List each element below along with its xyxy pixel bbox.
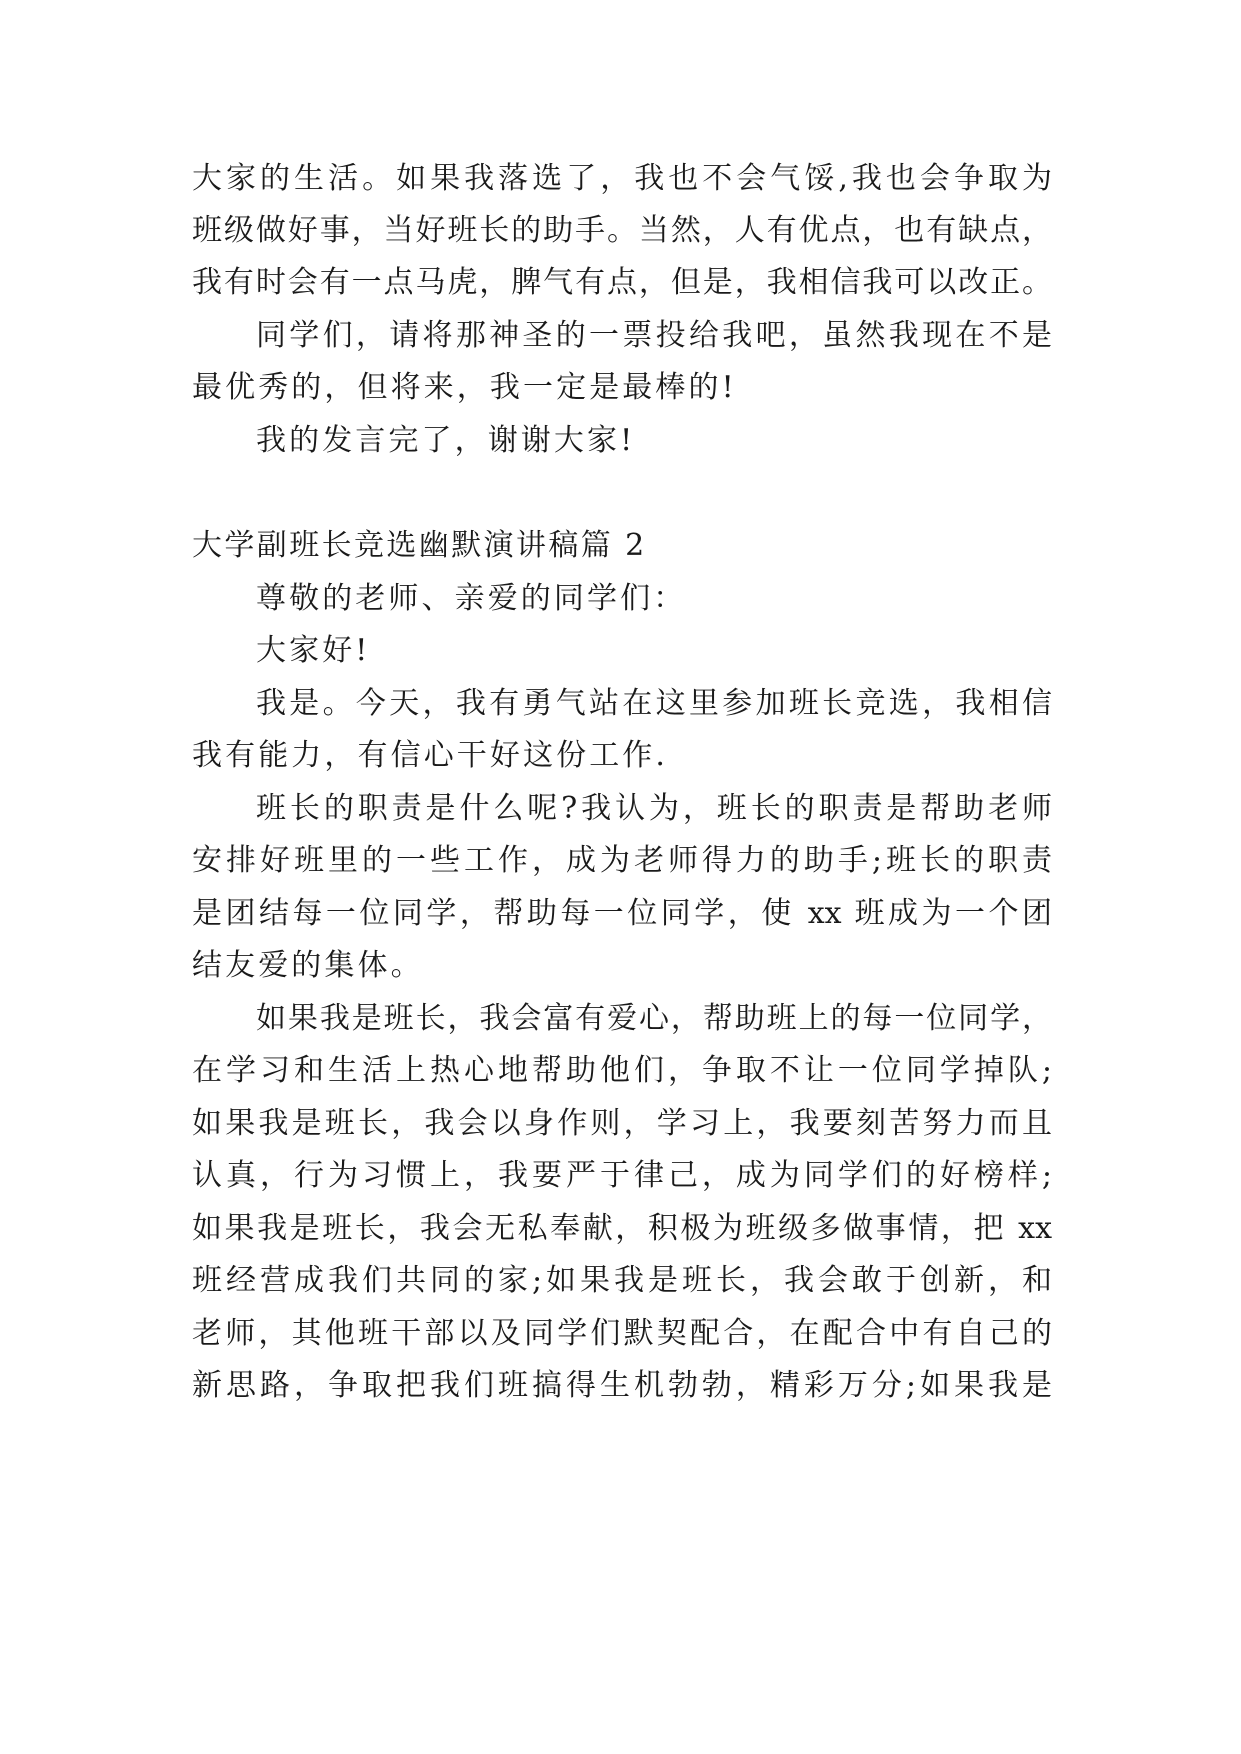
paragraph-line: 我是。今天，我有勇气站在这里参加班长竞选，我相信 <box>256 686 1052 721</box>
paragraph-line: 在学习和生活上热心地帮助他们，争取不让一位同学掉队; <box>192 1053 1052 1088</box>
paragraph-line: 班经营成我们共同的家;如果我是班长，我会敢于创新，和 <box>192 1263 1052 1298</box>
paragraph-line: 我的发言完了，谢谢大家! <box>256 423 636 458</box>
paragraph-line: 班级做好事，当好班长的助手。当然，人有优点，也有缺点， <box>192 213 1052 248</box>
paragraph-line: 如果我是班长，我会无私奉献，积极为班级多做事情，把 xx <box>192 1211 1052 1246</box>
greeting-line: 大家好! <box>256 633 371 668</box>
paragraph-line: 认真，行为习惯上，我要严于律己，成为同学们的好榜样; <box>192 1158 1052 1193</box>
paragraph-line: 新思路，争取把我们班搞得生机勃勃，精彩万分;如果我是 <box>192 1368 1052 1403</box>
paragraph-line: 如果我是班长，我会富有爱心，帮助班上的每一位同学， <box>256 1001 1052 1036</box>
paragraph-line: 我有能力，有信心干好这份工作. <box>192 738 669 773</box>
paragraph-line: 最优秀的，但将来，我一定是最棒的! <box>192 370 737 405</box>
paragraph-line: 同学们，请将那神圣的一票投给我吧，虽然我现在不是 <box>256 318 1052 353</box>
paragraph-line: 结友爱的集体。 <box>192 948 424 983</box>
paragraph-line: 如果我是班长，我会以身作则，学习上，我要刻苦努力而且 <box>192 1106 1052 1141</box>
paragraph-line: 我有时会有一点马虎，脾气有点，但是，我相信我可以改正。 <box>192 265 1052 300</box>
paragraph-line: 班长的职责是什么呢?我认为，班长的职责是帮助老师 <box>256 791 1052 826</box>
salutation-line: 尊敬的老师、亲爱的同学们： <box>256 581 687 616</box>
paragraph-line: 老师，其他班干部以及同学们默契配合，在配合中有自己的 <box>192 1316 1052 1351</box>
section-heading: 大学副班长竞选幽默演讲稿篇 2 <box>192 528 647 563</box>
paragraph-line: 安排好班里的一些工作，成为老师得力的助手;班长的职责 <box>192 843 1052 878</box>
paragraph-line: 大家的生活。如果我落选了，我也不会气馁,我也会争取为 <box>192 161 1052 196</box>
paragraph-line: 是团结每一位同学，帮助每一位同学，使 xx 班成为一个团 <box>192 896 1052 931</box>
